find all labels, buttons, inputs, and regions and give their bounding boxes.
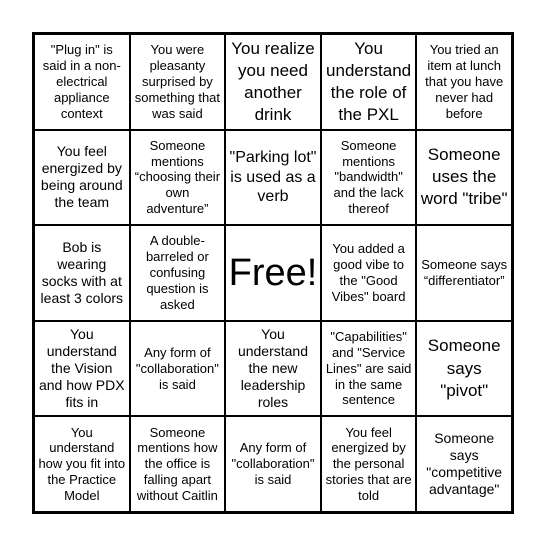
cell-text: "Plug in" is said in a non-electrical appliance context — [42, 42, 121, 121]
bingo-cell[interactable] — [416, 321, 512, 417]
cell-text: Someone mentions “choosing their own adventure” — [134, 137, 221, 217]
cell-text: Any form of "collaboration" is said — [135, 344, 219, 392]
cell-text: You feel energized by being around the team — [40, 143, 123, 211]
bingo-cell[interactable] — [225, 321, 321, 417]
cell-text: You understand the role of the PXL — [326, 38, 412, 124]
bingo-cell[interactable] — [34, 416, 130, 512]
bingo-cell[interactable] — [321, 416, 417, 512]
cell-text: You understand the new leadership roles — [237, 325, 309, 411]
bingo-cell[interactable] — [34, 321, 130, 417]
cell-text: "Capabilities" and "Service Lines" are said in the same sentence — [325, 328, 412, 408]
cell-text: You understand the Vision and how PDX fits in — [38, 325, 125, 411]
cell-text: Someone uses the word "tribe" — [420, 145, 508, 209]
cell-text: A double-barreled or confusing question is asked — [145, 233, 209, 312]
bingo-cell[interactable] — [416, 130, 512, 226]
cell-text: You realize you need another drink — [231, 38, 315, 124]
bingo-cell[interactable] — [416, 34, 512, 130]
bingo-cell[interactable] — [321, 130, 417, 226]
cell-text: Someone says "pivot" — [427, 336, 501, 400]
cell-text: "Parking lot" is used as a verb — [229, 149, 317, 206]
bingo-cell[interactable] — [225, 416, 321, 512]
bingo-cell[interactable] — [34, 34, 130, 130]
cell-text: You tried an item at lunch that you have never had before — [425, 42, 504, 121]
cell-text: You understand how you fit into the Practice Model — [38, 424, 126, 503]
bingo-cell[interactable] — [416, 225, 512, 321]
cell-text: You added a good vibe to the "Good Vibes" board — [331, 241, 406, 304]
bingo-cell[interactable] — [225, 34, 321, 130]
bingo-cell[interactable] — [321, 225, 417, 321]
bingo-grid — [32, 32, 514, 514]
bingo-cell[interactable] — [321, 34, 417, 130]
bingo-cell[interactable] — [130, 34, 226, 130]
bingo-cell[interactable] — [130, 130, 226, 226]
bingo-cell[interactable] — [130, 225, 226, 321]
bingo-cell[interactable] — [130, 416, 226, 512]
cell-text: Someone says “differentiator” — [421, 257, 508, 288]
free-space-cell[interactable] — [225, 225, 321, 321]
bingo-cell[interactable] — [34, 225, 130, 321]
cell-text: Someone mentions how the office is falling apart without Caitlin — [136, 424, 218, 503]
cell-text: Bob is wearing socks with at least 3 colors — [40, 238, 124, 307]
bingo-cell[interactable] — [416, 416, 512, 512]
bingo-cell[interactable] — [225, 130, 321, 226]
free-space-text: Free! — [228, 251, 318, 294]
cell-text: Someone says "competitive advantage" — [426, 430, 503, 498]
cell-text: Someone mentions "bandwidth" and the lack thereof — [333, 137, 404, 217]
bingo-cell[interactable] — [34, 130, 130, 226]
bingo-cell[interactable] — [130, 321, 226, 417]
cell-text: Any form of "collaboration" is said — [231, 440, 315, 488]
cell-text: You feel energized by the personal stories that are told — [325, 424, 412, 503]
bingo-cell[interactable] — [321, 321, 417, 417]
cell-text: You were pleasanty surprised by something that was said — [134, 42, 221, 121]
